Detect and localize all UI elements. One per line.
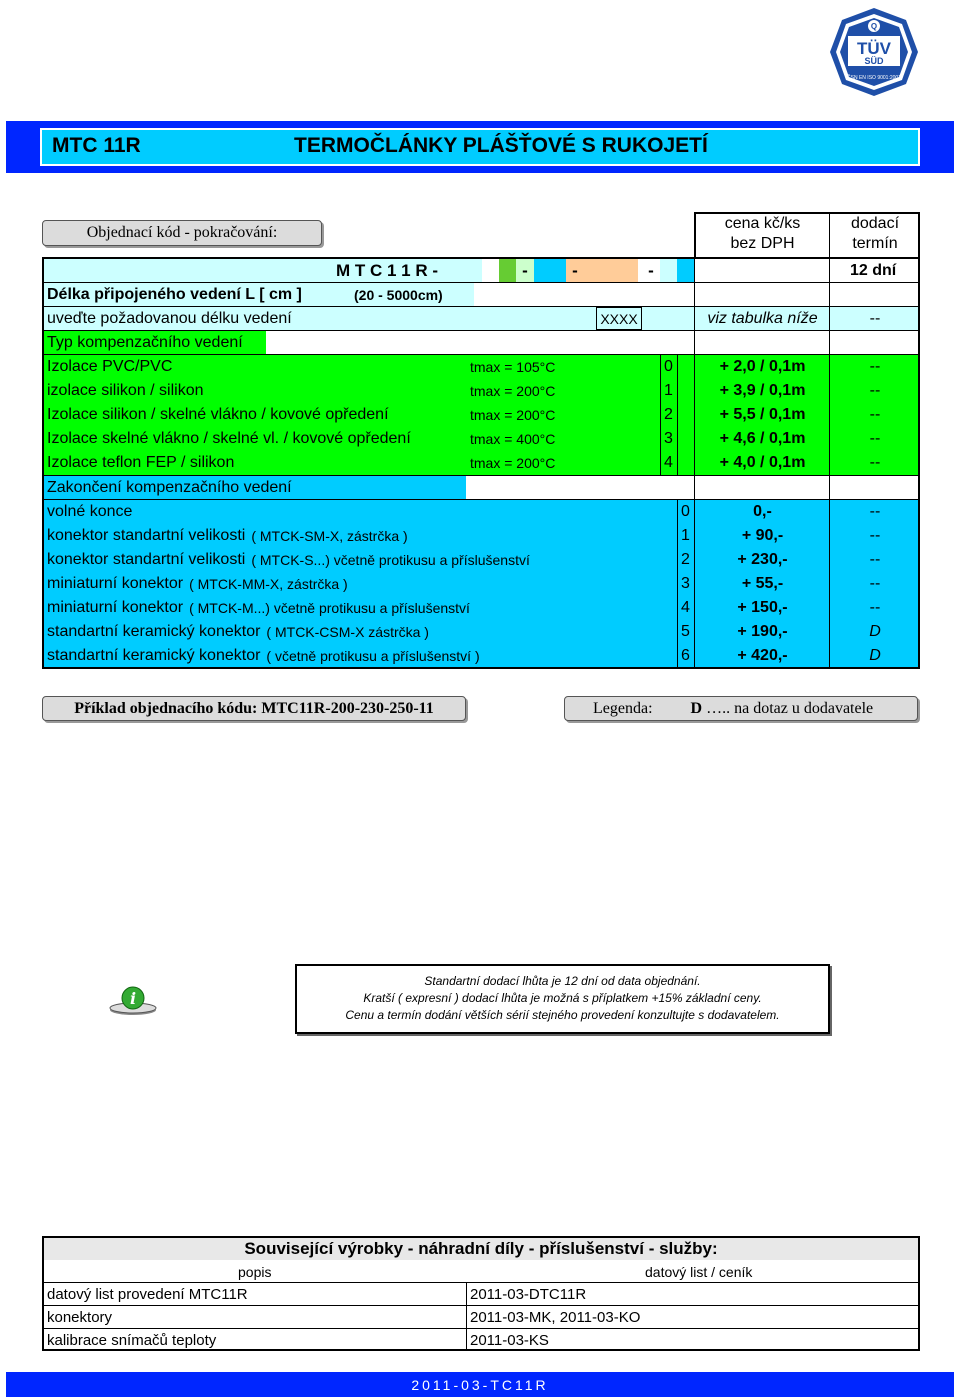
- related-row-desc: kalibrace snímačů teploty: [47, 1331, 217, 1349]
- cable-row-term: --: [869, 430, 881, 447]
- info-icon: [108, 984, 158, 1016]
- termination-row-code: 3: [681, 575, 690, 592]
- related-row-sheet[interactable]: 2011-03-DTC11R: [470, 1285, 587, 1303]
- price-header-1: cena kč/ks: [724, 215, 801, 232]
- termination-row-code: 6: [681, 647, 690, 664]
- termination-row-label: standartní keramický konektor: [47, 623, 261, 640]
- legend-text: ….. na dotaz u dodavatele: [706, 699, 874, 717]
- termination-row-term: --: [869, 527, 881, 544]
- termination-row-label: konektor standartní velikosti: [47, 551, 246, 568]
- cable-row-term: --: [869, 406, 881, 423]
- cable-row-price: + 5,5 / 0,1m: [719, 406, 806, 423]
- related-row-desc: konektory: [47, 1308, 113, 1326]
- length-hint: uveďte požadovanou délku vedení: [47, 309, 292, 327]
- cable-row-term: --: [869, 358, 881, 375]
- termination-row-term: --: [869, 575, 881, 592]
- termination-row-term: --: [869, 503, 881, 520]
- termination-row-code: 1: [681, 527, 690, 544]
- term-header-1: dodací: [850, 215, 900, 232]
- footer-doc-code: 2011-03-TC11R: [411, 1376, 549, 1393]
- order-code-label: Objednací kód - pokračování:: [86, 224, 278, 241]
- code-dash-3: -: [648, 260, 654, 280]
- length-code: XXXX: [600, 310, 638, 327]
- cable-row-code: 3: [664, 430, 673, 447]
- termination-row-label: konektor standartní velikosti: [47, 527, 246, 544]
- termination-row-detail: ( MTCK-MM-X, zástrčka ): [189, 576, 348, 592]
- product-code: MTC 11R: [52, 134, 141, 157]
- termination-row-detail: ( včetně protikusu a příslušenství ): [266, 648, 480, 664]
- termination-row: [47, 620, 429, 644]
- termination-row: [47, 572, 348, 596]
- code-term: 12 dní: [850, 261, 897, 279]
- termination-row-label: standartní keramický konektor: [47, 647, 261, 664]
- termination-row: [47, 500, 138, 524]
- footer-bar: [6, 1372, 954, 1397]
- cable-row-label: izolace silikon / silikon: [47, 382, 204, 399]
- termination-row-detail: ( MTCK-S...) včetně protikusu a příslušenství: [251, 552, 530, 568]
- related-row-sheet[interactable]: 2011-03-KS: [470, 1331, 549, 1349]
- cable-row-price: + 4,6 / 0,1m: [719, 430, 806, 447]
- cable-row-price: + 4,0 / 0,1m: [719, 454, 806, 471]
- example-code-button[interactable]: [42, 696, 466, 721]
- termination-row-code: 5: [681, 623, 690, 640]
- related-title: Související výrobky - náhradní díly - příslušenství - služby:: [244, 1239, 718, 1258]
- cable-row-tmax: tmax = 200°C: [470, 407, 556, 423]
- related-row-sheet[interactable]: 2011-03-MK, 2011-03-KO: [470, 1308, 641, 1326]
- termination-row-price: + 150,-: [737, 599, 788, 616]
- tuv-brand: TÜV: [857, 39, 891, 58]
- tuv-ring-text: ČSN EN ISO 9001:2001: [847, 75, 901, 81]
- termination-row-code: 4: [681, 599, 690, 616]
- cable-row-label: Izolace silikon / skelné vlákno / kovové opředení: [47, 406, 389, 423]
- svg-text:i: i: [129, 989, 137, 1008]
- price-header-2: bez DPH: [730, 235, 795, 252]
- length-price: viz tabulka níže: [707, 309, 818, 327]
- legend-label: Legenda:: [593, 699, 653, 717]
- tuv-logo: [828, 6, 920, 98]
- cable-row-price: + 3,9 / 0,1m: [719, 382, 806, 399]
- cable-row-term: --: [869, 382, 881, 399]
- tuv-sub: SÜD: [864, 56, 884, 66]
- termination-row-price: 0,-: [753, 503, 772, 520]
- termination-row-detail: ( MTCK-M...) včetně protikusu a příslušenství: [189, 600, 470, 616]
- cable-row-code: 0: [664, 358, 673, 375]
- termination-row: [47, 596, 470, 620]
- termination-row: [47, 644, 480, 668]
- page-title: TERMOČLÁNKY PLÁŠŤOVÉ S RUKOJETÍ: [294, 134, 708, 157]
- related-col-sheet: datový list / ceník: [645, 1264, 753, 1280]
- cable-row-tmax: tmax = 200°C: [470, 455, 556, 471]
- termination-row-term: D: [869, 623, 881, 640]
- termination-row-term: --: [869, 551, 881, 568]
- termination-row-term: D: [869, 647, 881, 664]
- termination-row-label: miniaturní konektor: [47, 599, 184, 616]
- cable-row-price: + 2,0 / 0,1m: [719, 358, 806, 375]
- related-col-desc: popis: [238, 1264, 272, 1280]
- termination-row-price: + 55,-: [741, 575, 784, 592]
- info-line: Standartní dodací lhůta je 12 dní od data objednání.: [424, 974, 701, 988]
- termination-row-label: miniaturní konektor: [47, 575, 184, 592]
- order-code-button[interactable]: [42, 220, 322, 246]
- code-dash-2: -: [572, 260, 578, 280]
- termination-row-code: 2: [681, 551, 690, 568]
- cable-row-code: 2: [664, 406, 673, 423]
- cable-row-label: Izolace PVC/PVC: [47, 358, 173, 375]
- termination-row: [47, 524, 408, 548]
- termination-row-price: + 90,-: [741, 527, 784, 544]
- termination-row-detail: ( MTCK-SM-X, zástrčka ): [251, 528, 408, 544]
- info-line: Cenu a termín dodání větších sérií stejného provedení konzultujte s dodavatelem.: [345, 1008, 780, 1022]
- legend-box: [564, 696, 918, 721]
- termination-row-detail: ( MTCK-CSM-X zástrčka ): [266, 624, 429, 640]
- termination-row-price: + 420,-: [737, 647, 788, 664]
- cable-row-tmax: tmax = 105°C: [470, 359, 556, 375]
- cable-row-code: 1: [664, 382, 673, 399]
- termination-row: [47, 548, 530, 572]
- cable-row-code: 4: [664, 454, 673, 471]
- length-range: (20 - 5000cm): [354, 286, 443, 303]
- svg-text:Q: Q: [870, 22, 878, 31]
- example-code-label: Příklad objednacího kódu: MTC11R-200-230-250-11: [74, 699, 434, 717]
- cable-row-tmax: tmax = 200°C: [470, 383, 556, 399]
- termination-row-label: volné konce: [47, 503, 133, 520]
- code-prefix: M T C 1 1 R -: [336, 260, 439, 280]
- termination-row-term: --: [869, 599, 881, 616]
- cable-row-term: --: [869, 454, 881, 471]
- termination-row-code: 0: [681, 503, 690, 520]
- term-header-2: termín: [852, 235, 898, 252]
- cable-row-label: Izolace teflon FEP / silikon: [47, 454, 235, 471]
- termination-row-price: + 190,-: [737, 623, 788, 640]
- length-label: Délka připojeného vedení L [ cm ]: [47, 285, 302, 303]
- section-cable-type-title: Typ kompenzačního vedení: [47, 333, 243, 351]
- related-row-desc: datový list provedení MTC11R: [47, 1285, 248, 1303]
- delivery-info-box: [295, 964, 830, 1034]
- cable-row-label: Izolace skelné vlákno / skelné vl. / kovové opředení: [47, 430, 411, 447]
- length-term: --: [869, 309, 881, 327]
- info-line: Kratší ( expresní ) dodací lhůta je možná s příplatkem +15% základní ceny.: [363, 991, 762, 1005]
- section-termination-title: Zakončení kompenzačního vedení: [47, 478, 292, 496]
- code-dash-1: -: [522, 260, 528, 280]
- legend-key: D: [690, 699, 703, 717]
- termination-row-price: + 230,-: [737, 551, 788, 568]
- cable-row-tmax: tmax = 400°C: [470, 431, 556, 447]
